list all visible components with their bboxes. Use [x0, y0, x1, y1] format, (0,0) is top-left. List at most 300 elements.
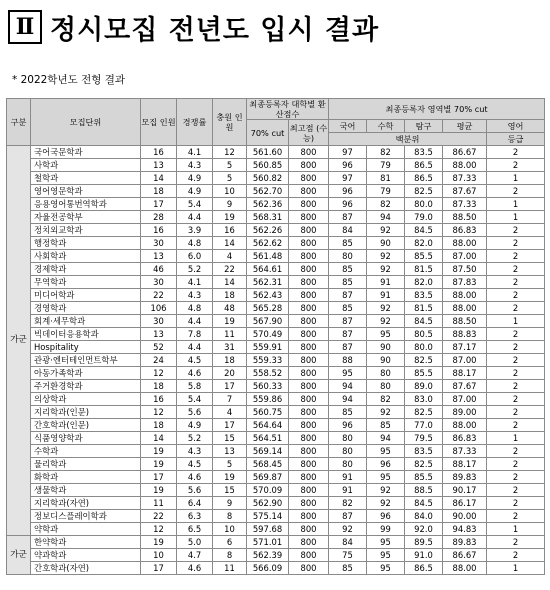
avg-cell: 87.00: [443, 250, 487, 263]
avg-cell: 89.00: [443, 406, 487, 419]
kor-cell: 80: [329, 250, 367, 263]
cut-score-cell: 568.45: [247, 458, 289, 471]
kor-cell: 91: [329, 484, 367, 497]
quota-cell: 12: [141, 367, 177, 380]
eng-cell: 2: [487, 354, 545, 367]
eng-cell: 1: [487, 315, 545, 328]
unit-name-cell: 아동가족학과: [31, 367, 141, 380]
cut-score-cell: 562.31: [247, 276, 289, 289]
extra-cell: 9: [213, 198, 247, 211]
extra-cell: 15: [213, 432, 247, 445]
ratio-cell: 4.5: [177, 354, 213, 367]
ratio-cell: 5.2: [177, 432, 213, 445]
cut-score-cell: 565.28: [247, 302, 289, 315]
eng-cell: 1: [487, 172, 545, 185]
cut-score-cell: 560.85: [247, 159, 289, 172]
eng-cell: 2: [487, 549, 545, 562]
inq-cell: 83.5: [405, 289, 443, 302]
unit-name-cell: 사학과: [31, 159, 141, 172]
quota-cell: 14: [141, 172, 177, 185]
section-number-box: Ⅱ: [8, 10, 42, 44]
ratio-cell: 4.1: [177, 146, 213, 159]
header-max: 최고점 (수능): [289, 120, 329, 146]
ratio-cell: 6.3: [177, 510, 213, 523]
table-row: [7, 341, 545, 354]
table-row: [7, 146, 545, 159]
unit-name-cell: 행정학과: [31, 237, 141, 250]
avg-cell: 87.17: [443, 341, 487, 354]
table-header: [7, 99, 545, 146]
page-title: [8, 6, 379, 48]
admission-results-table: [6, 98, 545, 575]
max-score-cell: 800: [289, 523, 329, 536]
kor-cell: 87: [329, 289, 367, 302]
max-score-cell: 800: [289, 380, 329, 393]
max-score-cell: 800: [289, 341, 329, 354]
unit-name-cell: 약학과: [31, 523, 141, 536]
math-cell: 82: [367, 393, 405, 406]
max-score-cell: 800: [289, 289, 329, 302]
inq-cell: 91.0: [405, 549, 443, 562]
inq-cell: 88.5: [405, 484, 443, 497]
cut-score-cell: 569.14: [247, 445, 289, 458]
ratio-cell: 6.4: [177, 497, 213, 510]
table-row: [7, 458, 545, 471]
eng-cell: 2: [487, 159, 545, 172]
cut-score-cell: 566.09: [247, 562, 289, 575]
avg-cell: 90.17: [443, 484, 487, 497]
extra-cell: 5: [213, 172, 247, 185]
kor-cell: 87: [329, 211, 367, 224]
quota-cell: 11: [141, 497, 177, 510]
unit-name-cell: 물리학과: [31, 458, 141, 471]
extra-cell: 8: [213, 549, 247, 562]
ratio-cell: 4.3: [177, 159, 213, 172]
avg-cell: 90.00: [443, 510, 487, 523]
math-cell: 79: [367, 185, 405, 198]
extra-cell: 17: [213, 419, 247, 432]
unit-name-cell: 관광·엔터테인먼트학부: [31, 354, 141, 367]
max-score-cell: 800: [289, 510, 329, 523]
cut-score-cell: 564.64: [247, 419, 289, 432]
avg-cell: 88.00: [443, 302, 487, 315]
table-row: [7, 367, 545, 380]
cut-score-cell: 570.09: [247, 484, 289, 497]
kor-cell: 92: [329, 523, 367, 536]
math-cell: 90: [367, 341, 405, 354]
eng-cell: 2: [487, 328, 545, 341]
math-cell: 91: [367, 276, 405, 289]
extra-cell: 5: [213, 458, 247, 471]
inq-cell: 82.5: [405, 185, 443, 198]
table-row: [7, 198, 545, 211]
quota-cell: 22: [141, 289, 177, 302]
max-score-cell: 800: [289, 367, 329, 380]
eng-cell: 2: [487, 367, 545, 380]
eng-cell: 2: [487, 510, 545, 523]
inq-cell: 77.0: [405, 419, 443, 432]
max-score-cell: 800: [289, 393, 329, 406]
inq-cell: 79.0: [405, 211, 443, 224]
avg-cell: 88.83: [443, 328, 487, 341]
max-score-cell: 800: [289, 458, 329, 471]
math-cell: 81: [367, 172, 405, 185]
kor-cell: 97: [329, 172, 367, 185]
quota-cell: 106: [141, 302, 177, 315]
table-row: [7, 328, 545, 341]
kor-cell: 85: [329, 237, 367, 250]
inq-cell: 83.5: [405, 445, 443, 458]
inq-cell: 83.5: [405, 146, 443, 159]
extra-cell: 18: [213, 289, 247, 302]
kor-cell: 94: [329, 380, 367, 393]
quota-cell: 30: [141, 315, 177, 328]
avg-cell: 94.83: [443, 523, 487, 536]
cut-score-cell: 561.48: [247, 250, 289, 263]
eng-cell: 1: [487, 432, 545, 445]
math-cell: 90: [367, 237, 405, 250]
eng-cell: 1: [487, 523, 545, 536]
table-row: [7, 536, 545, 549]
quota-cell: 19: [141, 536, 177, 549]
table-row: [7, 549, 545, 562]
avg-cell: 88.17: [443, 458, 487, 471]
quota-cell: 17: [141, 198, 177, 211]
max-score-cell: 800: [289, 432, 329, 445]
math-cell: 92: [367, 263, 405, 276]
math-cell: 92: [367, 406, 405, 419]
math-cell: 82: [367, 198, 405, 211]
avg-cell: 87.00: [443, 393, 487, 406]
ratio-cell: 4.6: [177, 471, 213, 484]
inq-cell: 82.5: [405, 458, 443, 471]
cut-score-cell: 564.51: [247, 432, 289, 445]
avg-cell: 88.00: [443, 237, 487, 250]
table-row: [7, 250, 545, 263]
header-cut: 70% cut: [247, 120, 289, 146]
cut-score-cell: 562.62: [247, 237, 289, 250]
cut-score-cell: 560.33: [247, 380, 289, 393]
max-score-cell: 800: [289, 549, 329, 562]
max-score-cell: 800: [289, 471, 329, 484]
header-group: 구분: [7, 99, 31, 146]
unit-name-cell: 정보디스플레이학과: [31, 510, 141, 523]
table-row: [7, 224, 545, 237]
eng-cell: 2: [487, 341, 545, 354]
quota-cell: 19: [141, 484, 177, 497]
kor-cell: 80: [329, 458, 367, 471]
table-row: [7, 302, 545, 315]
avg-cell: 86.67: [443, 549, 487, 562]
kor-cell: 85: [329, 406, 367, 419]
math-cell: 92: [367, 302, 405, 315]
cut-score-cell: 559.33: [247, 354, 289, 367]
inq-cell: 84.5: [405, 497, 443, 510]
cut-score-cell: 562.26: [247, 224, 289, 237]
cut-score-cell: 564.61: [247, 263, 289, 276]
inq-cell: 89.5: [405, 536, 443, 549]
ratio-cell: 4.4: [177, 315, 213, 328]
extra-cell: 5: [213, 159, 247, 172]
eng-cell: 1: [487, 198, 545, 211]
table-row: [7, 276, 545, 289]
unit-name-cell: 정치외교학과: [31, 224, 141, 237]
unit-name-cell: 지리학과(인문): [31, 406, 141, 419]
inq-cell: 81.5: [405, 302, 443, 315]
quota-cell: 13: [141, 328, 177, 341]
unit-name-cell: 회계·세무학과: [31, 315, 141, 328]
ratio-cell: 4.8: [177, 237, 213, 250]
eng-cell: 2: [487, 393, 545, 406]
table-row: [7, 211, 545, 224]
math-cell: 80: [367, 380, 405, 393]
inq-cell: 83.0: [405, 393, 443, 406]
kor-cell: 96: [329, 419, 367, 432]
max-score-cell: 800: [289, 224, 329, 237]
inq-cell: 79.5: [405, 432, 443, 445]
ratio-cell: 4.5: [177, 458, 213, 471]
table-row: [7, 289, 545, 302]
max-score-cell: 800: [289, 263, 329, 276]
extra-cell: 17: [213, 380, 247, 393]
table-row: [7, 263, 545, 276]
header-extra: 충원 인원: [213, 99, 247, 146]
ratio-cell: 5.6: [177, 406, 213, 419]
kor-cell: 75: [329, 549, 367, 562]
extra-cell: 18: [213, 354, 247, 367]
header-pct: 백분위: [329, 133, 487, 146]
cut-score-cell: 560.75: [247, 406, 289, 419]
ratio-cell: 4.9: [177, 172, 213, 185]
max-score-cell: 800: [289, 406, 329, 419]
cut-score-cell: 570.49: [247, 328, 289, 341]
math-cell: 82: [367, 146, 405, 159]
avg-cell: 88.00: [443, 419, 487, 432]
math-cell: 95: [367, 328, 405, 341]
header-grade: 등급: [487, 133, 545, 146]
avg-cell: 86.17: [443, 497, 487, 510]
avg-cell: 88.00: [443, 289, 487, 302]
ratio-cell: 3.9: [177, 224, 213, 237]
extra-cell: 4: [213, 406, 247, 419]
extra-cell: 11: [213, 562, 247, 575]
quota-cell: 28: [141, 211, 177, 224]
cut-score-cell: 597.68: [247, 523, 289, 536]
cut-score-cell: 567.90: [247, 315, 289, 328]
max-score-cell: 800: [289, 250, 329, 263]
extra-cell: 8: [213, 510, 247, 523]
extra-cell: 13: [213, 445, 247, 458]
avg-cell: 87.33: [443, 445, 487, 458]
cut-score-cell: 562.39: [247, 549, 289, 562]
kor-cell: 91: [329, 471, 367, 484]
unit-name-cell: 수학과: [31, 445, 141, 458]
cut-score-cell: 562.36: [247, 198, 289, 211]
math-cell: 92: [367, 497, 405, 510]
unit-name-cell: 식품영양학과: [31, 432, 141, 445]
ratio-cell: 5.4: [177, 198, 213, 211]
eng-cell: 2: [487, 380, 545, 393]
eng-cell: 2: [487, 185, 545, 198]
math-cell: 92: [367, 224, 405, 237]
extra-cell: 6: [213, 536, 247, 549]
ratio-cell: 4.9: [177, 185, 213, 198]
ratio-cell: 4.3: [177, 445, 213, 458]
quota-cell: 52: [141, 341, 177, 354]
avg-cell: 86.67: [443, 146, 487, 159]
unit-name-cell: 미디어학과: [31, 289, 141, 302]
ratio-cell: 4.8: [177, 302, 213, 315]
math-cell: 85: [367, 419, 405, 432]
math-cell: 96: [367, 510, 405, 523]
ratio-cell: 6.0: [177, 250, 213, 263]
extra-cell: 7: [213, 393, 247, 406]
extra-cell: 10: [213, 523, 247, 536]
kor-cell: 84: [329, 224, 367, 237]
header-inq: 탐구: [405, 120, 443, 133]
unit-name-cell: Hospitality: [31, 341, 141, 354]
unit-name-cell: 지리학과(자연): [31, 497, 141, 510]
quota-cell: 16: [141, 146, 177, 159]
extra-cell: 16: [213, 224, 247, 237]
extra-cell: 19: [213, 471, 247, 484]
cut-score-cell: 568.31: [247, 211, 289, 224]
eng-cell: 2: [487, 224, 545, 237]
quota-cell: 12: [141, 523, 177, 536]
quota-cell: 19: [141, 445, 177, 458]
extra-cell: 11: [213, 328, 247, 341]
table-row: [7, 484, 545, 497]
eng-cell: 2: [487, 536, 545, 549]
avg-cell: 87.67: [443, 185, 487, 198]
header-unit: 모집단위: [31, 99, 141, 146]
avg-cell: 87.83: [443, 276, 487, 289]
inq-cell: 84.0: [405, 510, 443, 523]
unit-name-cell: 철학과: [31, 172, 141, 185]
eng-cell: 2: [487, 276, 545, 289]
eng-cell: 2: [487, 484, 545, 497]
kor-cell: 94: [329, 393, 367, 406]
quota-cell: 13: [141, 159, 177, 172]
inq-cell: 80.0: [405, 198, 443, 211]
inq-cell: 80.0: [405, 341, 443, 354]
math-cell: 95: [367, 445, 405, 458]
ratio-cell: 5.4: [177, 393, 213, 406]
extra-cell: 14: [213, 276, 247, 289]
ratio-cell: 7.8: [177, 328, 213, 341]
math-cell: 92: [367, 484, 405, 497]
table-row: [7, 562, 545, 575]
math-cell: 99: [367, 523, 405, 536]
table-body: [7, 146, 545, 575]
inq-cell: 85.5: [405, 367, 443, 380]
inq-cell: 89.0: [405, 380, 443, 393]
kor-cell: 95: [329, 367, 367, 380]
quota-cell: 18: [141, 380, 177, 393]
cut-score-cell: 562.90: [247, 497, 289, 510]
header-area: 최종등록자 영역별 70% cut: [329, 99, 545, 120]
ratio-cell: 4.6: [177, 562, 213, 575]
extra-cell: 22: [213, 263, 247, 276]
math-cell: 95: [367, 549, 405, 562]
kor-cell: 87: [329, 328, 367, 341]
eng-cell: 2: [487, 458, 545, 471]
math-cell: 79: [367, 159, 405, 172]
ratio-cell: 4.6: [177, 367, 213, 380]
eng-cell: 2: [487, 497, 545, 510]
kor-cell: 80: [329, 432, 367, 445]
avg-cell: 88.50: [443, 211, 487, 224]
eng-cell: 2: [487, 146, 545, 159]
unit-name-cell: 빅데이터응용학과: [31, 328, 141, 341]
math-cell: 92: [367, 315, 405, 328]
max-score-cell: 800: [289, 562, 329, 575]
kor-cell: 97: [329, 146, 367, 159]
kor-cell: 96: [329, 159, 367, 172]
subtitle: * 2022학년도 전형 결과: [12, 74, 125, 86]
ratio-cell: 4.7: [177, 549, 213, 562]
kor-cell: 85: [329, 302, 367, 315]
kor-cell: 85: [329, 263, 367, 276]
eng-cell: 2: [487, 302, 545, 315]
avg-cell: 87.00: [443, 354, 487, 367]
quota-cell: 22: [141, 510, 177, 523]
kor-cell: 82: [329, 497, 367, 510]
eng-cell: 2: [487, 263, 545, 276]
unit-name-cell: 경제학과: [31, 263, 141, 276]
ratio-cell: 5.2: [177, 263, 213, 276]
table-row: [7, 445, 545, 458]
math-cell: 92: [367, 250, 405, 263]
header-kor: 국어: [329, 120, 367, 133]
unit-name-cell: 국어국문학과: [31, 146, 141, 159]
math-cell: 94: [367, 211, 405, 224]
extra-cell: 10: [213, 185, 247, 198]
table-row: [7, 172, 545, 185]
ratio-cell: 5.0: [177, 536, 213, 549]
table-row: [7, 510, 545, 523]
ratio-cell: 4.3: [177, 289, 213, 302]
kor-cell: 87: [329, 315, 367, 328]
eng-cell: 2: [487, 250, 545, 263]
header-math: 수학: [367, 120, 405, 133]
extra-cell: 12: [213, 146, 247, 159]
kor-cell: 88: [329, 354, 367, 367]
avg-cell: 87.50: [443, 263, 487, 276]
group-cell: 가군: [7, 146, 31, 536]
quota-cell: 10: [141, 549, 177, 562]
math-cell: 95: [367, 562, 405, 575]
eng-cell: 1: [487, 562, 545, 575]
quota-cell: 30: [141, 237, 177, 250]
group-cell: 가군: [7, 536, 31, 575]
max-score-cell: 800: [289, 302, 329, 315]
quota-cell: 17: [141, 562, 177, 575]
avg-cell: 87.67: [443, 380, 487, 393]
extra-cell: 19: [213, 211, 247, 224]
inq-cell: 81.5: [405, 263, 443, 276]
avg-cell: 88.00: [443, 159, 487, 172]
unit-name-cell: 자율전공학부: [31, 211, 141, 224]
ratio-cell: 4.1: [177, 276, 213, 289]
avg-cell: 87.33: [443, 198, 487, 211]
avg-cell: 89.83: [443, 536, 487, 549]
cut-score-cell: 562.43: [247, 289, 289, 302]
quota-cell: 12: [141, 406, 177, 419]
quota-cell: 18: [141, 419, 177, 432]
eng-cell: 2: [487, 237, 545, 250]
table-row: [7, 523, 545, 536]
